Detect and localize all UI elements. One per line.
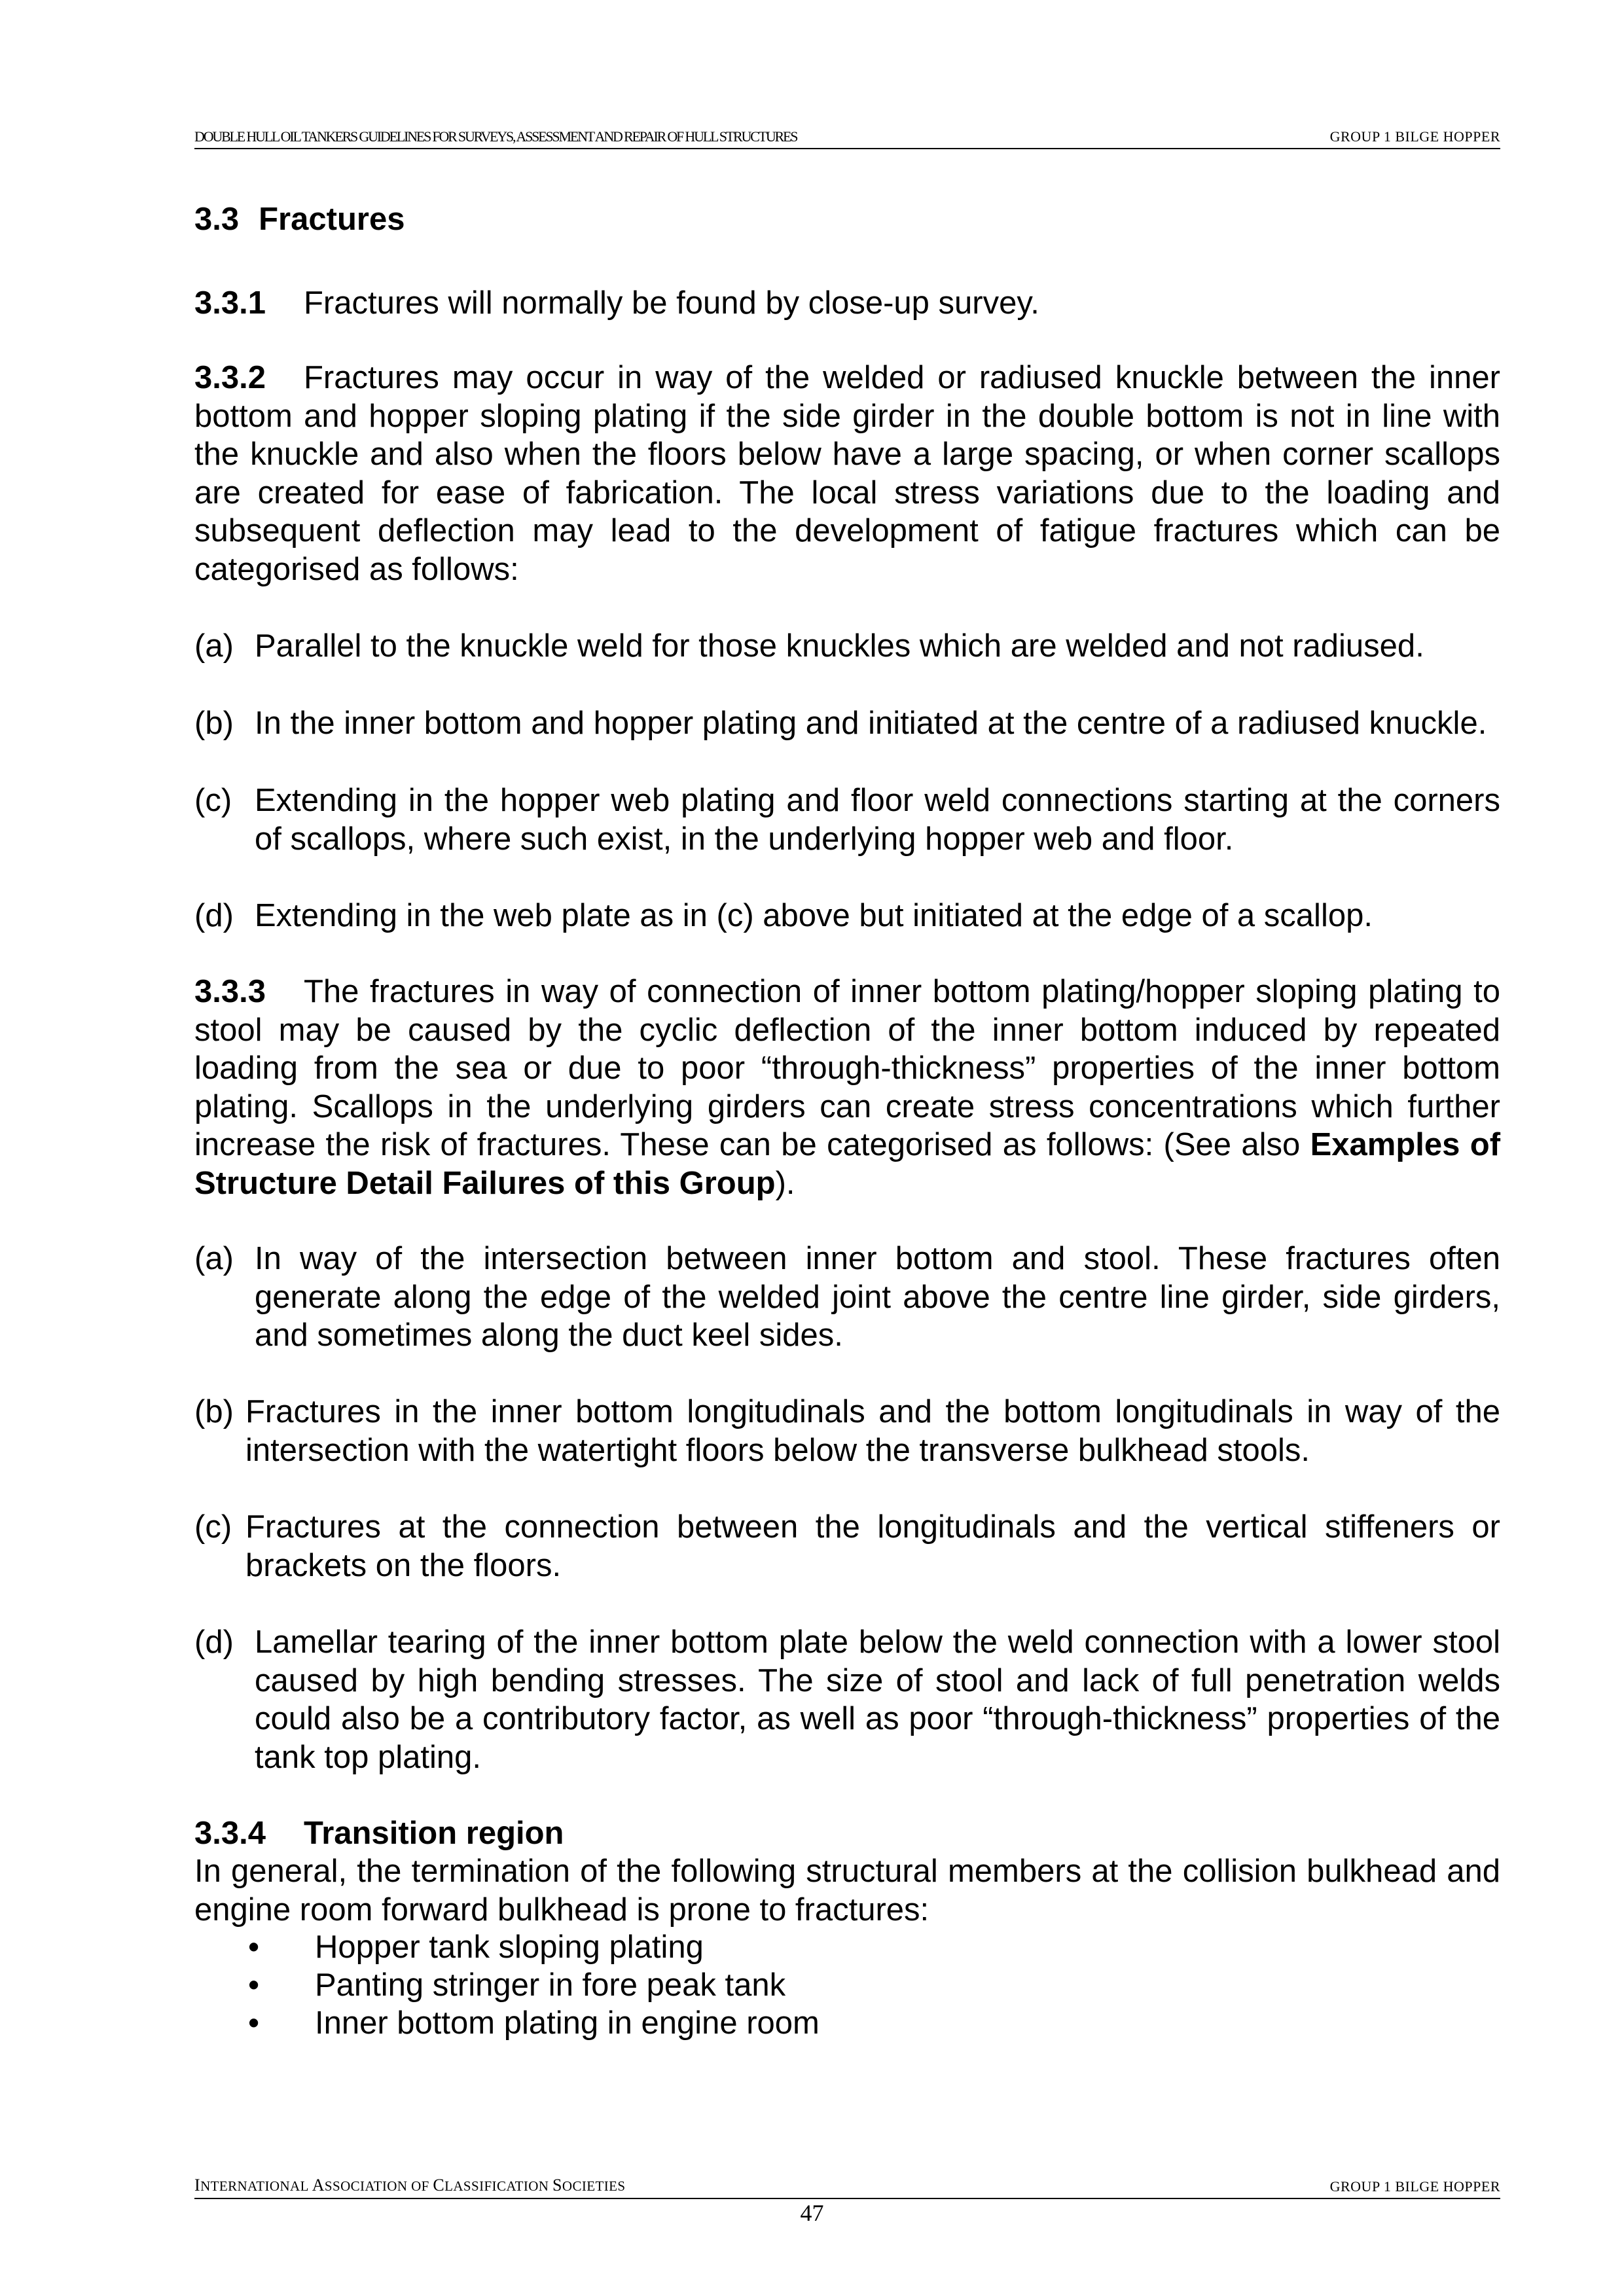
section-number: 3.3: [194, 202, 240, 237]
list-label: (c): [194, 783, 232, 818]
paragraph-number: 3.3.1: [194, 285, 266, 321]
subsection-title: Transition region: [304, 1816, 564, 1851]
footer-group: GROUP 1 BILGE HOPPER: [1329, 2178, 1500, 2195]
header-group: GROUP 1 BILGE HOPPER: [1329, 128, 1500, 145]
list-item: [194, 1508, 1500, 1585]
paragraph-text: Fractures will normally be found by close-up survey.: [304, 285, 1039, 321]
subsection-number: 3.3.4: [194, 1816, 266, 1851]
list-text: Fractures in the inner bottom longitudinals and the bottom longitudinals in way of the intersection with the watertight floors below the transverse bulkhead stools.: [245, 1394, 1500, 1468]
list-label: (a): [194, 628, 234, 664]
paragraph-3-3-1: [194, 284, 1500, 323]
list-label: (a): [194, 1241, 234, 1276]
running-footer: [194, 2176, 1500, 2199]
list-text: Fractures at the connection between the longitudinals and the vertical stiffeners or brackets on the floors.: [245, 1509, 1500, 1583]
paragraph-number: 3.3.3: [194, 974, 266, 1009]
list-label: (c): [194, 1509, 232, 1545]
list-item: [194, 1623, 1500, 1776]
paragraph-number: 3.3.2: [194, 360, 266, 395]
list-item: [194, 627, 1500, 666]
list-text: Lamellar tearing of the inner bottom plate below the weld connection with a lower stool caused by high bending stresses. The size of stool and lack of full penetration welds could also be a contributory factor, as well as poor “through-thickness” properties of the tank top plating.: [255, 1624, 1500, 1775]
bullet-text: Hopper tank sloping plating: [315, 1929, 704, 1965]
bold-reference: Examples of Structure Detail Failures of this Group: [194, 1127, 1501, 1201]
bullet-item: [248, 2004, 1492, 2043]
list-label: (b): [194, 706, 234, 741]
header-title: DOUBLE HULL OIL TANKERS GUIDELINES FOR SURVEYS, ASSESSMENT AND REPAIR OF HULL STRUCTURES: [194, 128, 797, 145]
paragraph-end: ).: [775, 1165, 795, 1201]
paragraph-3-3-3: [194, 973, 1500, 1202]
list-text: Extending in the web plate as in (c) above but initiated at the edge of a scallop.: [255, 898, 1373, 933]
list-text: Parallel to the knuckle weld for those knuckles which are welded and not radiused.: [255, 628, 1424, 664]
list-text: In way of the intersection between inner bottom and stool. These fractures often generate along the edge of the welded joint above the centre line girder, side girders, and sometimes along the duct keel sides.: [255, 1241, 1500, 1353]
bullet-icon: •: [248, 2005, 260, 2041]
subsection-heading: [194, 1814, 1500, 1853]
paragraph-text: In general, the termination of the following structural members at the collision bulkhead and engine room forward bulkhead is prone to fractures:: [194, 1854, 1500, 1928]
bullet-icon: •: [248, 1929, 260, 1965]
bullet-item: [248, 1928, 1492, 1967]
footer-organization: INTERNATIONAL ASSOCIATION OF CLASSIFICATION SOCIETIES: [194, 2176, 626, 2195]
paragraph-text: The fractures in way of connection of inner bottom plating/hopper sloping plating to stool may be caused by the cyclic deflection of the inner bottom induced by repeated loading from the sea or due to poor “through-thickness” properties of the inner bottom plating. Scallops in the underlying girders can create stress concentrations which further increase the risk of fractures. These can be categorised as follows: (See also: [194, 974, 1500, 1162]
list-text: Extending in the hopper web plating and floor weld connections starting at the corners of scallops, where such exist, in the underlying hopper web and floor.: [255, 783, 1500, 857]
section-title: Fractures: [259, 202, 405, 237]
list-label: (d): [194, 1624, 234, 1660]
list-item: [194, 781, 1500, 858]
list-label: (b): [194, 1394, 234, 1429]
list-item: [194, 704, 1500, 743]
bullet-icon: •: [248, 1967, 260, 2003]
bullet-text: Panting stringer in fore peak tank: [315, 1967, 786, 2003]
list-item: [194, 897, 1500, 935]
list-item: [194, 1393, 1500, 1469]
running-header: [194, 128, 1500, 149]
bullet-text: Inner bottom plating in engine room: [315, 2005, 820, 2041]
paragraph-3-3-4: [194, 1852, 1500, 1929]
bullet-item: [248, 1966, 1492, 2005]
paragraph-text: Fractures may occur in way of the welded or radiused knuckle between the inner bottom and hopper sloping plating if the side girder in the double bottom is not in line with the knuckle and also when the floors below have a large spacing, or when corner scallops are created for ease of fabrication. The local stress variations due to the loading and subsequent deflection may lead to the development of fatigue fractures which can be categorised as follows:: [194, 360, 1500, 587]
list-label: (d): [194, 898, 234, 933]
section-heading: [194, 200, 1500, 239]
list-text: In the inner bottom and hopper plating and initiated at the centre of a radiused knuckle.: [255, 706, 1487, 741]
page-number: 47: [800, 2200, 824, 2226]
list-item: [194, 1240, 1500, 1355]
paragraph-3-3-2: [194, 359, 1500, 588]
